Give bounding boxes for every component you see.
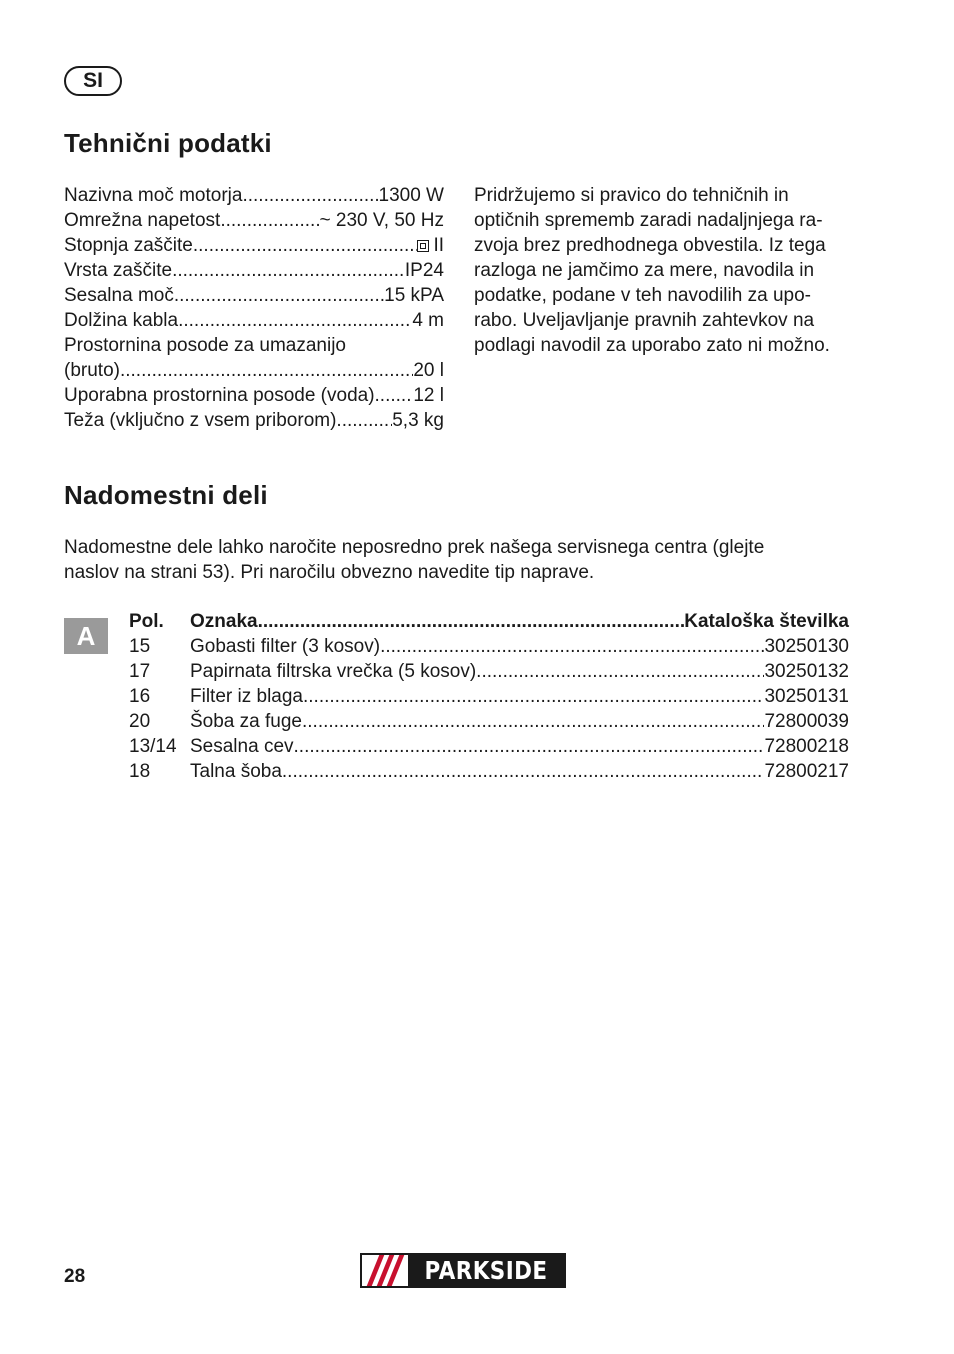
spec-value: 4 m bbox=[412, 310, 444, 331]
note-line: optičnih sprememb zaradi nadaljnjega ra- bbox=[474, 210, 823, 231]
intro-line: Nadomestne dele lahko naročite neposredno prek našega servisnega centra (glejte bbox=[64, 537, 765, 558]
spec-row bbox=[64, 408, 444, 433]
language-badge: SI bbox=[64, 66, 122, 96]
logo-stripes-icon bbox=[362, 1255, 408, 1286]
leader-dots bbox=[380, 634, 764, 659]
spec-row bbox=[64, 258, 444, 283]
spec-label: Omrežna napetost bbox=[64, 210, 221, 231]
part-pos: 18 bbox=[129, 761, 151, 782]
figure-reference-badge: A bbox=[64, 618, 108, 654]
spare-parts-heading: Nadomestni deli bbox=[64, 480, 268, 510]
technical-change-note bbox=[474, 183, 866, 358]
leader-dots bbox=[174, 283, 384, 308]
spec-label: Uporabna prostornina posode (voda) bbox=[64, 385, 375, 406]
parkside-logo bbox=[360, 1253, 566, 1288]
note-line: podlagi navodil za uporabo zato ni možno. bbox=[474, 335, 830, 356]
leader-dots bbox=[120, 358, 413, 383]
table-row bbox=[129, 759, 849, 784]
spec-value: 5,3 kg bbox=[392, 410, 444, 431]
leader-dots bbox=[336, 408, 392, 433]
spec-row bbox=[64, 308, 444, 333]
spec-row bbox=[64, 208, 444, 233]
part-pos: 13/14 bbox=[129, 736, 177, 757]
spec-label: Dolžina kabla bbox=[64, 310, 179, 331]
leader-dots bbox=[375, 383, 414, 408]
spec-row bbox=[64, 358, 444, 383]
header-pos: Pol. bbox=[129, 611, 164, 632]
spec-value: 12 l bbox=[413, 385, 444, 406]
note-line: Pridržujemo si pravico do tehničnih in bbox=[474, 185, 789, 206]
spec-row bbox=[64, 233, 444, 258]
part-name: Filter iz blaga bbox=[190, 686, 303, 707]
table-row bbox=[129, 684, 849, 709]
table-row bbox=[129, 634, 849, 659]
leader-dots bbox=[220, 208, 319, 233]
part-number: 72800218 bbox=[764, 736, 849, 757]
leader-dots bbox=[242, 183, 378, 208]
spec-label: Nazivna moč motorja bbox=[64, 185, 243, 206]
spec-value: IP24 bbox=[404, 260, 444, 281]
spec-value: II bbox=[433, 235, 444, 256]
leader-dots bbox=[282, 759, 765, 784]
spec-value: 1300 W bbox=[378, 185, 444, 206]
table-row bbox=[129, 709, 849, 734]
part-number: 72800217 bbox=[764, 761, 849, 782]
note-line: razloga ne jamčimo za mere, navodila in bbox=[474, 260, 815, 281]
part-name: Talna šoba bbox=[190, 761, 282, 782]
spec-label: (bruto) bbox=[64, 360, 120, 381]
spare-parts-table bbox=[129, 609, 849, 784]
spec-label: Sesalna moč bbox=[64, 285, 174, 306]
tech-specs-heading: Tehnični podatki bbox=[64, 128, 272, 158]
table-row bbox=[129, 659, 849, 684]
part-name: Sesalna cev bbox=[190, 736, 294, 757]
note-line: zvoja brez predhodnega obvestila. Iz tega bbox=[474, 235, 826, 256]
page-number: 28 bbox=[64, 1266, 86, 1287]
part-pos: 20 bbox=[129, 711, 151, 732]
spec-value: 15 kPA bbox=[384, 285, 444, 306]
part-number: 30250132 bbox=[764, 661, 849, 682]
header-name: Oznaka bbox=[190, 611, 258, 632]
leader-dots bbox=[172, 258, 405, 283]
header-number: Kataloška številka bbox=[684, 611, 849, 632]
part-name: Gobasti filter (3 kosov) bbox=[190, 636, 381, 657]
leader-dots bbox=[476, 659, 764, 684]
intro-line: naslov na strani 53). Pri naročilu obvezno navedite tip naprave. bbox=[64, 562, 595, 583]
spec-label: Teža (vključno z vsem priborom) bbox=[64, 410, 337, 431]
part-pos: 17 bbox=[129, 661, 151, 682]
leader-dots bbox=[258, 609, 685, 634]
spec-label: Stopnja zaščite bbox=[64, 235, 193, 256]
part-name: Šoba za fuge bbox=[190, 711, 302, 732]
part-number: 72800039 bbox=[764, 711, 849, 732]
table-row bbox=[129, 734, 849, 759]
spec-row bbox=[64, 283, 444, 308]
leader-dots bbox=[193, 233, 418, 258]
leader-dots bbox=[302, 709, 764, 734]
part-pos: 16 bbox=[129, 686, 151, 707]
part-number: 30250130 bbox=[764, 636, 849, 657]
spec-value-wrapper bbox=[417, 233, 444, 258]
spec-row bbox=[64, 383, 444, 408]
leader-dots bbox=[303, 684, 764, 709]
part-number: 30250131 bbox=[764, 686, 849, 707]
note-line: podatke, podane v teh navodilih za upo- bbox=[474, 285, 811, 306]
spec-label: Prostornina posode za umazanijo bbox=[64, 335, 347, 356]
part-name: Papirnata filtrska vrečka (5 kosov) bbox=[190, 661, 477, 682]
part-pos: 15 bbox=[129, 636, 151, 657]
spec-row bbox=[64, 183, 444, 208]
protection-class-ii-icon bbox=[417, 240, 429, 252]
brand-name: PARKSIDE bbox=[424, 1256, 548, 1285]
note-line: rabo. Uveljavljanje pravnih zahtevkov na bbox=[474, 310, 815, 331]
leader-dots bbox=[294, 734, 765, 759]
spec-list bbox=[64, 183, 444, 433]
spare-parts-intro bbox=[64, 535, 864, 585]
spec-value: 20 l bbox=[413, 360, 444, 381]
spec-value: ~ 230 V, 50 Hz bbox=[319, 210, 444, 231]
spec-label: Vrsta zaščite bbox=[64, 260, 173, 281]
leader-dots bbox=[178, 308, 412, 333]
table-header bbox=[129, 609, 849, 634]
